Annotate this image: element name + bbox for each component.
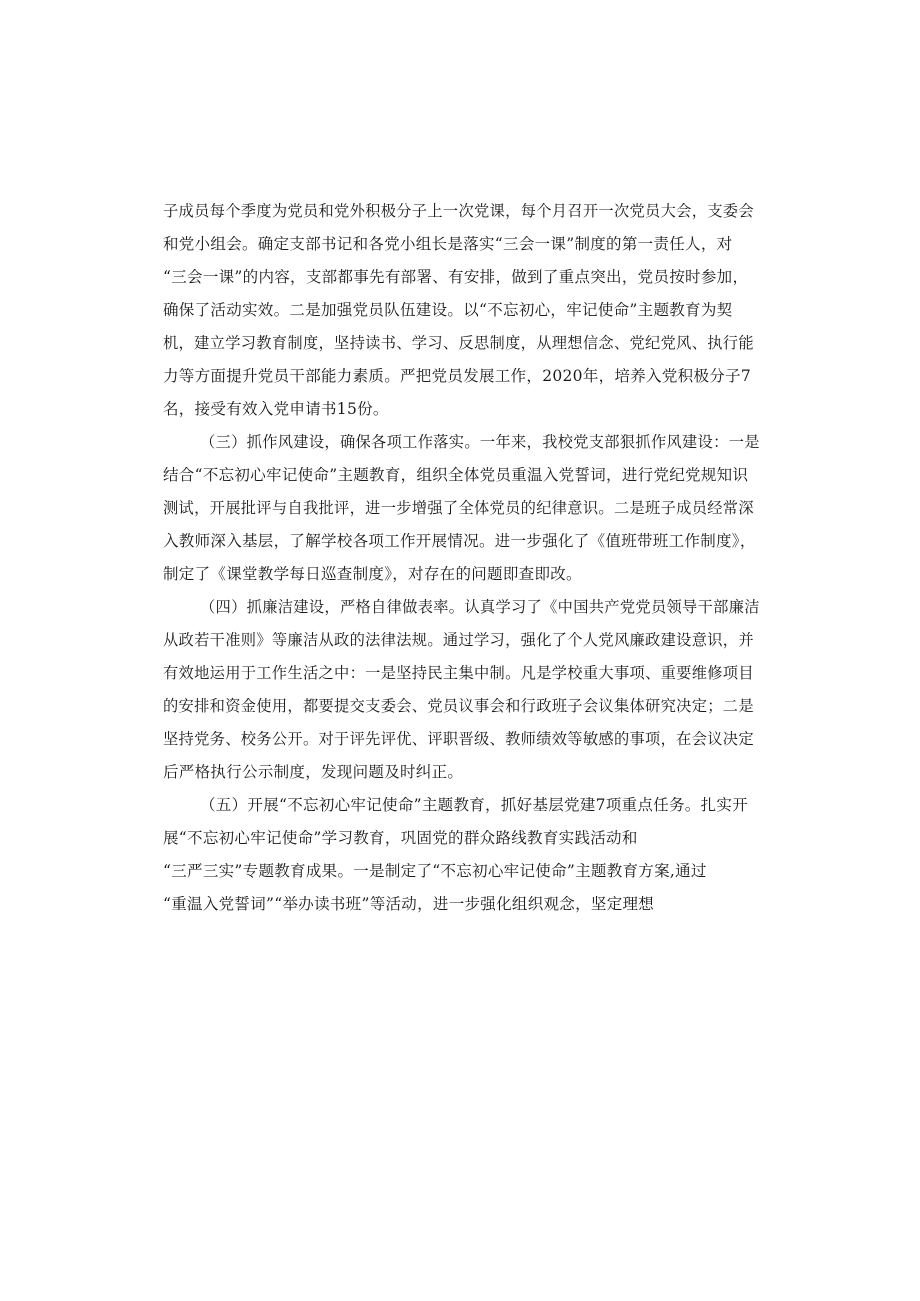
- paragraph-line: 从政若干准则》等廉洁从政的法律法规。通过学习，强化了个人党风廉政建设意识，并: [163, 631, 754, 649]
- paragraph-line: 机，建立学习教育制度，坚持读书、学习、反思制度，从理想信念、党纪党风、执行能: [163, 334, 754, 352]
- paragraph-line: 后严格执行公示制度，发现问题及时纠正。: [163, 763, 464, 781]
- paragraph-line: 力等方面提升党员干部能力素质。严把党员发展工作，2020年，培养入党积极分子7: [163, 367, 752, 385]
- paragraph-line: 结合“不忘初心牢记使命”主题教育，组织全体党员重温入党誓词，进行党纪党规知识: [163, 466, 749, 484]
- paragraph-line: 坚持党务、校务公开。对于评先评优、评职晋级、教师绩效等敏感的事项，在会议决定: [163, 730, 754, 748]
- paragraph-line: 测试，开展批评与自我批评，进一步增强了全体党员的纪律意识。二是班子成员经常深: [163, 499, 754, 517]
- paragraph-line: “三会一课”的内容，支部都事先有部署、有安排，做到了重点突出，党员按时参加，: [163, 268, 749, 286]
- paragraph-line: “重温入党誓词”“举办读书班”等活动，进一步强化组织观念，坚定理想: [163, 895, 655, 913]
- paragraph-line: 展“不忘初心牢记使命”学习教育，巩固党的群众路线教育实践活动和: [163, 829, 638, 847]
- paragraph-line: 确保了活动实效。二是加强党员队伍建设。以“不忘初心，牢记使命”主题教育为契: [163, 301, 733, 319]
- paragraph-line: 子成员每个季度为党员和党外积极分子上一次党课，每个月召开一次党员大会，支委会: [163, 202, 754, 220]
- paragraph-line: 名，接受有效入党申请书15份。: [163, 400, 389, 418]
- paragraph-line: 的安排和资金使用，都要提交支委会、党员议事会和行政班子会议集体研究决定；二是: [163, 697, 754, 715]
- paragraph-line: 入教师深入基层，了解学校各项工作开展情况。进一步强化了《值班带班工作制度》，: [163, 532, 756, 550]
- paragraph-line: “三严三实”专题教育成果。一是制定了“不忘初心牢记使命”主题教育方案,通过: [163, 862, 707, 880]
- paragraph-line: （四）抓廉洁建设，严格自律做表率。认真学习了《中国共产党党员领导干部廉洁: [200, 598, 760, 616]
- paragraph-line: （三）抓作风建设，确保各项工作落实。一年来，我校党支部狠抓作风建设：一是: [200, 433, 760, 451]
- paragraph-line: 制定了《课堂教学每日巡查制度》，对存在的问题即查即改。: [163, 565, 582, 583]
- paragraph-line: 有效地运用于工作生活之中：一是坚持民主集中制。凡是学校重大事项、重要维修项目: [163, 664, 754, 682]
- paragraph-line: （五）开展“不忘初心牢记使命”主题教育，抓好基层党建7项重点任务。扎实开: [200, 796, 749, 814]
- paragraph-line: 和党小组会。确定支部书记和各党小组长是落实“三会一课”制度的第一责任人，对: [163, 235, 733, 253]
